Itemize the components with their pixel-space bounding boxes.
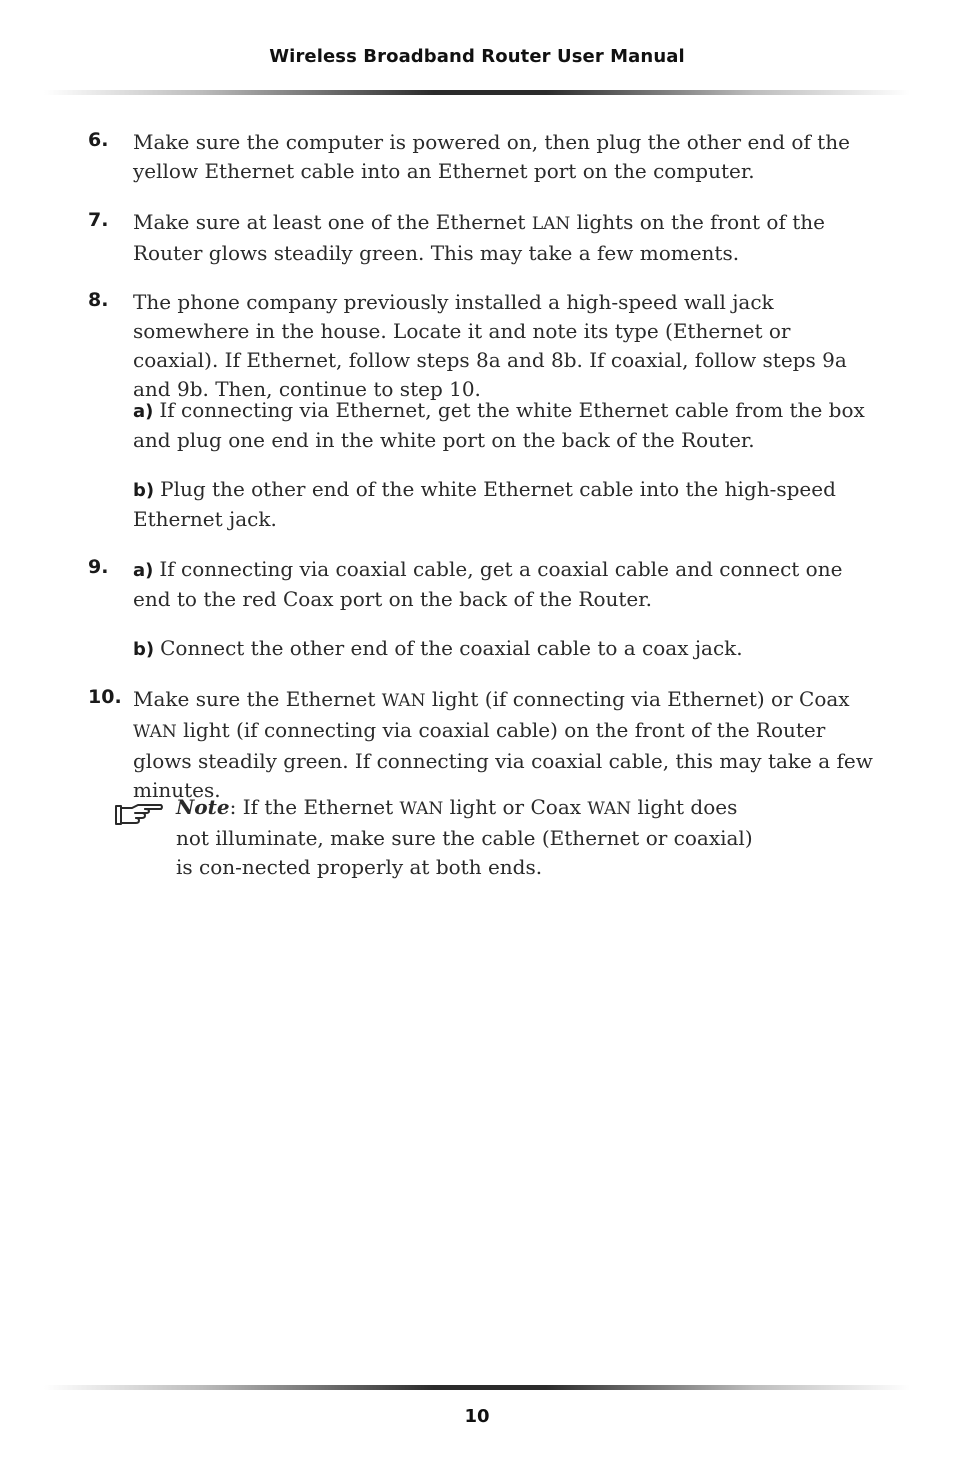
pointing-hand-icon	[114, 802, 164, 828]
step-number-10: 10.	[88, 686, 122, 708]
note-part-2: light or Coax	[449, 795, 582, 819]
step-6-text: Make sure the computer is powered on, then plug the other end of the yellow Ethernet cable into an Ethernet port on the computer.	[133, 130, 850, 183]
step-8-text: The phone company previously installed a high-speed wall jack somewhere in the house. Locate it and note its type (Ethernet or coaxial). If Ethernet, follow steps 8a and 8b. If coaxial, follow steps 9a and 9b. Then, continue to step 10.	[133, 290, 847, 401]
substep-label-9b: b)	[133, 639, 155, 660]
note-text	[176, 793, 756, 882]
page-header-title: Wireless Broadband Router User Manual	[269, 46, 685, 67]
step-8b-body: Plug the other end of the white Ethernet cable into the high-speed Ethernet jack.	[133, 477, 836, 531]
step-8a-text	[133, 396, 873, 455]
note-part-1: : If the Ethernet	[229, 795, 394, 819]
wan-abbrev: WAN	[133, 722, 177, 742]
substep-label-8a: a)	[133, 401, 154, 422]
step-number-7: 7.	[88, 209, 109, 231]
step-7-text	[133, 208, 873, 268]
step-10-part-3: light (if connecting via coaxial cable) on the front of the Router glows steadily green. If connecting via coaxial cable, this may take a few minutes.	[133, 718, 873, 802]
substep-label-8b: b)	[133, 480, 155, 501]
step-7-text-part-2: lights on the front of the Router glows steadily green. This may take a few moments.	[133, 210, 825, 265]
header-rule	[44, 90, 910, 95]
step-9a-text	[133, 555, 873, 614]
step-number-8: 8.	[88, 289, 109, 311]
step-8b-text	[133, 475, 873, 534]
substep-label-9a: a)	[133, 560, 154, 581]
step-10-part-1: Make sure the Ethernet	[133, 687, 376, 711]
note-label: Note	[176, 795, 230, 819]
step-number-9: 9.	[88, 556, 109, 578]
step-8a-body: If connecting via Ethernet, get the white Ethernet cable from the box and plug one end in the white port on the back of the Router.	[133, 398, 865, 452]
lan-abbrev: LAN	[531, 214, 571, 234]
step-10-text	[133, 685, 873, 805]
footer-rule	[44, 1385, 910, 1390]
step-9a-body: If connecting via coaxial cable, get a coaxial cable and connect one end to the red Coax port on the back of the Router.	[133, 557, 843, 611]
page-number: 10	[464, 1406, 490, 1427]
wan-abbrev: WAN	[381, 691, 426, 711]
step-number-6: 6.	[88, 129, 109, 151]
note-part-3: light does not illuminate, make sure the cable (Ethernet or coaxial) is con-nected properly at both ends.	[176, 795, 753, 879]
step-9b-body: Connect the other end of the coaxial cable to a coax jack.	[160, 636, 743, 660]
step-7-text-part-1: Make sure at least one of the Ethernet	[133, 210, 526, 234]
step-9b-text	[133, 634, 873, 664]
wan-abbrev: WAN	[399, 799, 444, 819]
step-10-part-2: light (if connecting via Ethernet) or Coax	[431, 687, 850, 711]
wan-abbrev: WAN	[587, 799, 632, 819]
